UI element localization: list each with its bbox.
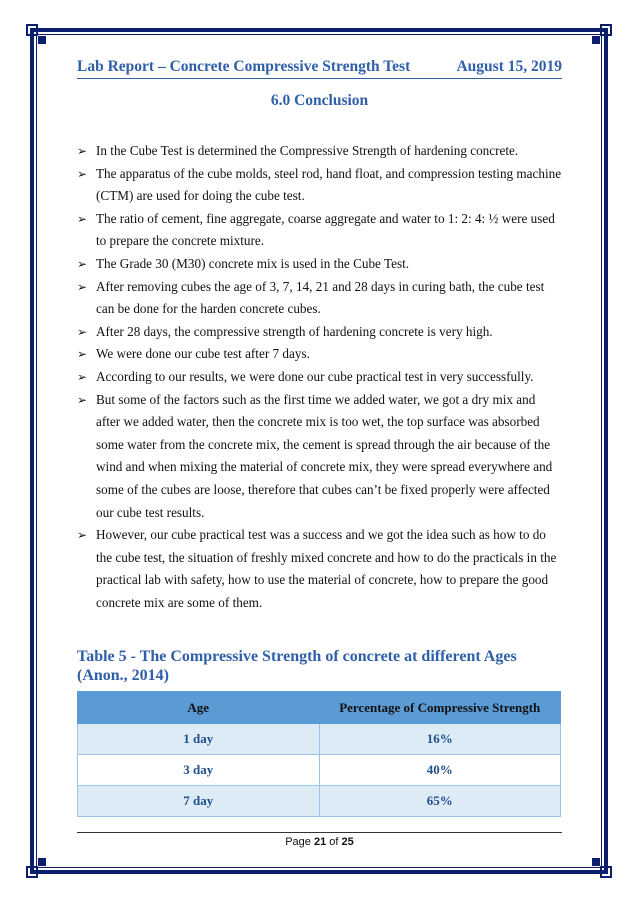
arrowhead-bullet-icon: ➢ [77,279,88,294]
list-item-text: But some of the factors such as the first time we added water, we got a dry mix and after we added water, then the concrete mix is too wet, the top surface was absorbed some water from the concrete mix, the cement is spread through the air because of the wind and when mixing the material of concrete mix, they were spread everywhere and some of the cubes are loose, therefore that cubes can’t be fixed properly were affected our cube test results. [96,391,553,520]
table-cell-percentage: 40% [319,755,561,786]
list-item [77,276,562,321]
border-corner [26,24,38,36]
arrowhead-bullet-icon: ➢ [77,347,88,362]
table-cell-percentage: 65% [319,786,561,817]
table-cell-age: 3 day [78,755,320,786]
border-corner-fill [592,36,600,44]
footer-current-page: 21 [313,836,327,848]
header-title: Lab Report – Concrete Compressive Strength Test [77,58,411,75]
footer-total-pages: 25 [341,836,354,848]
column-header-age: Age [78,692,320,724]
list-item [77,366,562,389]
footer-page-word: Page [285,836,311,848]
conclusion-list [77,140,562,614]
page-footer [77,832,562,848]
table-row [78,724,561,755]
list-item-text: The Grade 30 (M30) concrete mix is used in the Cube Test. [96,255,410,271]
table-caption: Table 5 - The Compressive Strength of concrete at different Ages (Anon., 2014) [77,648,517,684]
border-corner-fill [38,858,46,866]
list-item [77,208,562,253]
table-row [78,786,561,817]
list-item-text: The apparatus of the cube molds, steel rod, hand float, and compression testing machine (CTM) are used for doing the cube test. [96,165,562,204]
border-corner [26,866,38,878]
footer-of-word: of [329,836,339,848]
arrowhead-bullet-icon: ➢ [77,528,88,543]
arrowhead-bullet-icon: ➢ [77,324,88,339]
list-item [77,343,562,366]
list-item-text: In the Cube Test is determined the Compressive Strength of hardening concrete. [96,143,519,158]
section-title: 6.0 Conclusion [270,92,369,109]
table-cell-percentage: 16% [319,724,561,755]
page-header [77,58,562,79]
arrowhead-bullet-icon: ➢ [77,392,88,407]
table-header-row [78,692,561,724]
list-item-text: After 28 days, the compressive strength of hardening concrete is very high. [96,323,493,339]
header-date: August 15, 2019 [456,58,562,75]
list-item [77,321,562,344]
list-item [77,140,562,163]
list-item [77,253,562,276]
list-item-text: According to our results, we were done our cube practical test in very successfully. [96,368,534,384]
table-cell-age: 1 day [78,724,320,755]
list-item [77,389,562,525]
arrowhead-bullet-icon: ➢ [77,369,88,384]
arrowhead-bullet-icon: ➢ [77,256,88,271]
border-corner-fill [592,858,600,866]
table-row [78,755,561,786]
arrowhead-bullet-icon: ➢ [77,211,88,226]
column-header-percentage: Percentage of Compressive Strength [319,692,561,724]
list-item-text: After removing cubes the age of 3, 7, 14, 21 and 28 days in curing bath, the cube test can be done for the harden concrete cubes. [96,278,545,317]
table-cell-age: 7 day [78,786,320,817]
list-item [77,524,562,614]
list-item-text: However, our cube practical test was a success and we got the idea such as how to do the cube test, the situation of freshly mixed concrete and how to do the practicals in the practical lab with safety, how to use the material of concrete, how to prepare the good concrete mix are some of them. [96,527,557,610]
border-corner [600,866,612,878]
compressive-strength-table [77,691,561,817]
border-corner-fill [38,36,46,44]
border-corner [600,24,612,36]
list-item-text: The ratio of cement, fine aggregate, coarse aggregate and water to 1: 2: 4: ½ were used to prepare the concrete mixture. [96,210,555,249]
list-item-text: We were done our cube test after 7 days. [96,346,310,362]
arrowhead-bullet-icon: ➢ [77,166,88,181]
arrowhead-bullet-icon: ➢ [77,144,88,158]
list-item [77,163,562,208]
